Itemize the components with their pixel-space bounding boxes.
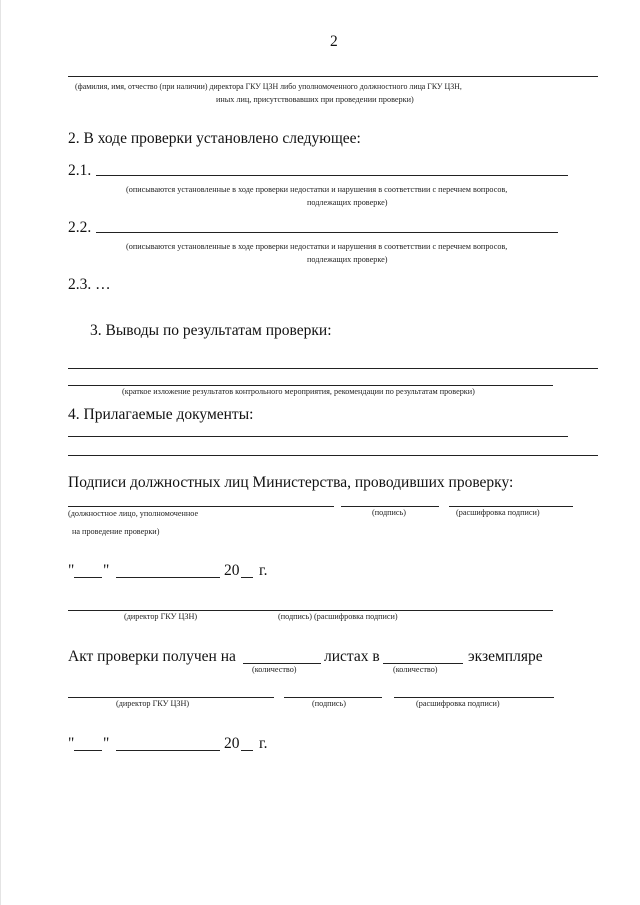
received-qty2-caption: (количество) xyxy=(393,665,438,674)
sig-signature-caption: (подпись) xyxy=(372,508,406,517)
item-2-2-line xyxy=(96,232,558,233)
item-2-1-caption-line1: (описываются установленные в ходе проверки недостатки и нарушения в соответствии с перечнем вопросов, xyxy=(126,185,508,194)
header-underline xyxy=(68,76,598,77)
section2-title: 2. В ходе проверки установлено следующее: xyxy=(68,130,361,147)
sig-official-caption-line1: (должностное лицо, уполномоченное xyxy=(68,509,199,518)
date2-year-line xyxy=(241,750,253,751)
item-2-2-caption-line1: (описываются установленные в ходе проверки недостатки и нарушения в соответствии с перечнем вопросов, xyxy=(126,242,508,251)
received-mid: листах в xyxy=(324,648,380,665)
item-2-2-label: 2.2. xyxy=(68,219,92,236)
date2-month-line xyxy=(116,750,220,751)
page-number: 2 xyxy=(330,33,338,50)
section3-title: 3. Выводы по результатам проверки: xyxy=(90,322,332,339)
section4-line1 xyxy=(68,436,568,437)
received-pre: Акт проверки получен на xyxy=(68,648,236,665)
item-2-1-line xyxy=(96,175,568,176)
date2-quote-close: " xyxy=(103,735,110,752)
scan-edge xyxy=(0,0,1,905)
date1-year-suffix: г. xyxy=(259,562,268,579)
received-qty1-caption: (количество) xyxy=(252,665,297,674)
date2-year-suffix: г. xyxy=(259,735,268,752)
header-caption-line1: (фамилия, имя, отчество (при наличии) директора ГКУ ЦЗН либо уполномоченного должностного лица ГКУ ЦЗН, xyxy=(75,82,462,91)
date2-year: 20 xyxy=(224,735,240,752)
director2-caption: (директор ГКУ ЦЗН) xyxy=(116,699,190,708)
item-2-2-caption-line2: подлежащих проверке) xyxy=(307,255,388,264)
item-2-1-label: 2.1. xyxy=(68,162,92,179)
sig2-signature-caption: (подпись) xyxy=(312,699,346,708)
section4-title: 4. Прилагаемые документы: xyxy=(68,406,254,423)
date2-day-line xyxy=(74,750,102,751)
header-caption-line2: иных лиц, присутствовавших при проведении проверки) xyxy=(216,95,414,104)
section3-caption: (краткое изложение результатов контрольного мероприятия, рекомендации по результатам проверки) xyxy=(122,387,475,396)
section4-line2 xyxy=(68,455,598,456)
section3-line1 xyxy=(68,368,598,369)
signatures-title: Подписи должностных лиц Министерства, проводивших проверку: xyxy=(68,474,514,491)
date1-year-line xyxy=(241,577,253,578)
director-caption: (директор ГКУ ЦЗН) xyxy=(124,612,198,621)
date1-month-line xyxy=(116,577,220,578)
date2-quote-open: " xyxy=(68,735,75,752)
received-post: экземпляре xyxy=(468,648,543,665)
date1-quote-open: " xyxy=(68,562,75,579)
director-sig-caption: (подпись) (расшифровка подписи) xyxy=(278,612,398,621)
item-2-3-label: 2.3. … xyxy=(68,276,111,293)
sig-decoding-caption: (расшифровка подписи) xyxy=(456,508,540,517)
sig-official-caption-line2: на проведение проверки) xyxy=(72,527,160,536)
sig-official-line xyxy=(68,506,334,507)
date1-day-line xyxy=(74,577,102,578)
item-2-1-caption-line2: подлежащих проверке) xyxy=(307,198,388,207)
date1-year: 20 xyxy=(224,562,240,579)
date1-quote-close: " xyxy=(103,562,110,579)
sig2-decoding-caption: (расшифровка подписи) xyxy=(416,699,500,708)
